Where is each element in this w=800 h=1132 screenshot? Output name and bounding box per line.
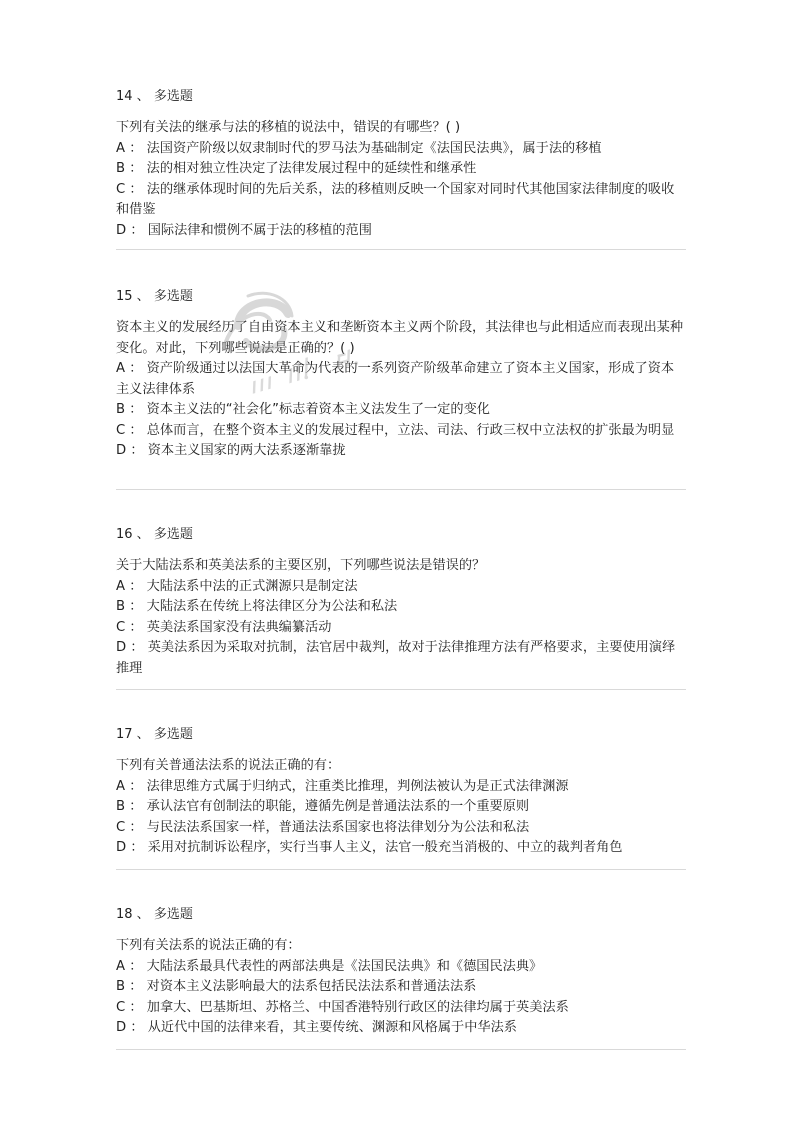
option-d: D ： 资本主义国家的两大法系逐渐靠拢 [116, 443, 346, 458]
question-divider [116, 249, 686, 250]
option-c: C ： 英美法系国家没有法典编纂活动 [116, 619, 332, 635]
question-number: 18 [116, 907, 133, 922]
question-divider [116, 1049, 686, 1050]
option-d: D ： 英美法系因为采取对抗制，法官居中裁判，故对于法律推理方法有严格要求，主要使用演绎推理 [116, 640, 676, 676]
question-stem: 下列有关法的继承与法的移植的说法中，错误的有哪些？( ) [116, 120, 461, 135]
question-type: 多选题 [153, 527, 193, 542]
option-letter: B [116, 402, 126, 417]
option-text: 加拿大、巴基斯坦、苏格兰、中国香港特别行政区的法律均属于英美法系 [146, 999, 569, 1015]
option-c: C ： 加拿大、巴基斯坦、苏格兰、中国香港特别行政区的法律均属于英美法系 [116, 999, 569, 1015]
option-b: B ： 承认法官有创制法的职能，遵循先例是普通法法系的一个重要原则 [116, 799, 530, 814]
option-text: 法律思维方式属于归纳式，注重类比推理，判例法被认为是正式法律渊源 [146, 778, 569, 794]
question-type: 多选题 [153, 89, 193, 104]
option-text: 资产阶级通过以法国大革命为代表的一系列资产阶级革命建立了资本主义国家，形成了资本主义法律体系 [116, 361, 675, 397]
option-text: 与民法法系国家一样，普通法法系国家也将法律划分为公法和私法 [146, 819, 530, 835]
question-stem: 资本主义的发展经历了自由资本主义和垄断资本主义两个阶段，其法律也与此相适应而表现出某种变化。对此，下列哪些说法是正确的？( ) [116, 320, 684, 356]
question-15 [116, 287, 686, 462]
question-stem: 下列有关法系的说法正确的有： [116, 938, 301, 953]
question-stem: 下列有关普通法法系的说法正确的有： [116, 758, 341, 773]
option-letter: A [116, 578, 126, 594]
question-type: 多选题 [153, 727, 193, 742]
option-text: 英美法系国家没有法典编纂活动 [146, 619, 332, 635]
option-letter: B [116, 599, 126, 614]
option-letter: D [116, 640, 127, 655]
question-header: 15 、 多选题 [116, 289, 193, 304]
option-c: C ： 总体而言，在整个资本主义的发展过程中，立法、司法、行政三权中立法权的扩张最为明显 [116, 422, 675, 438]
question-number: 14 [116, 89, 133, 104]
option-d: D ： 采用对抗制诉讼程序，实行当事人主义，法官一般充当消极的、中立的裁判者角色 [116, 840, 623, 855]
option-letter: C [116, 819, 126, 835]
option-text: 对资本主义法影响最大的法系包括民法法系和普通法法系 [146, 979, 477, 994]
option-text: 从近代中国的法律来看，其主要传统、渊源和风格属于中华法系 [147, 1020, 517, 1035]
question-number: 15 [116, 289, 133, 304]
question-type: 多选题 [153, 907, 193, 922]
question-14 [116, 87, 686, 241]
option-letter: D [116, 840, 127, 855]
option-a: A ： 法国资产阶级以奴隶制时代的罗马法为基础制定《法国民法典》，属于法的移植 [116, 140, 602, 156]
option-text: 法的继承体现时间的先后关系，法的移植则反映一个国家对同时代其他国家法律制度的吸收和借鉴 [116, 181, 675, 217]
question-16 [116, 525, 686, 679]
option-letter: A [116, 361, 126, 376]
option-letter: C [116, 619, 126, 635]
question-header: 14 、 多选题 [116, 89, 193, 104]
option-letter: D [116, 443, 127, 458]
question-number: 17 [116, 727, 133, 742]
question-stem: 关于大陆法系和英美法系的主要区别，下列哪些说法是错误的？ [116, 558, 486, 573]
option-text: 采用对抗制诉讼程序，实行当事人主义，法官一般充当消极的、中立的裁判者角色 [147, 840, 623, 855]
option-letter: B [116, 799, 126, 814]
option-text: 大陆法系在传统上将法律区分为公法和私法 [146, 599, 398, 614]
option-letter: C [116, 181, 126, 197]
option-letter: B [116, 979, 126, 994]
option-letter: C [116, 999, 126, 1015]
option-a: A ： 法律思维方式属于归纳式，注重类比推理，判例法被认为是正式法律渊源 [116, 778, 569, 794]
option-text: 法的相对独立性决定了法律发展过程中的延续性和继承性 [146, 161, 477, 176]
question-18 [116, 905, 686, 1039]
option-b: B ： 法的相对独立性决定了法律发展过程中的延续性和继承性 [116, 161, 477, 176]
option-b: B ： 对资本主义法影响最大的法系包括民法法系和普通法法系 [116, 979, 477, 994]
option-letter: D [116, 1020, 127, 1035]
question-header: 18 、 多选题 [116, 907, 193, 922]
option-text: 法国资产阶级以奴隶制时代的罗马法为基础制定《法国民法典》，属于法的移植 [146, 140, 602, 156]
option-d: D ： 国际法律和惯例不属于法的移植的范围 [116, 222, 372, 238]
question-divider [116, 489, 686, 490]
option-text: 承认法官有创制法的职能，遵循先例是普通法法系的一个重要原则 [146, 799, 530, 814]
option-text: 大陆法系最具代表性的两部法典是《法国民法典》和《德国民法典》 [146, 958, 543, 974]
question-header: 17 、 多选题 [116, 727, 193, 742]
question-17 [116, 725, 686, 859]
option-c: C ： 法的继承体现时间的先后关系，法的移植则反映一个国家对同时代其他国家法律制度的吸收和借鉴 [116, 181, 675, 217]
option-b: B ： 大陆法系在传统上将法律区分为公法和私法 [116, 599, 398, 614]
option-text: 大陆法系中法的正式渊源只是制定法 [146, 578, 358, 594]
option-letter: A [116, 140, 126, 156]
option-b: B ： 资本主义法的“社会化”标志着资本主义法发生了一定的变化 [116, 402, 490, 417]
option-c: C ： 与民法法系国家一样，普通法法系国家也将法律划分为公法和私法 [116, 819, 530, 835]
option-a: A ： 大陆法系最具代表性的两部法典是《法国民法典》和《德国民法典》 [116, 958, 543, 974]
option-text: 资本主义法的“社会化”标志着资本主义法发生了一定的变化 [146, 402, 490, 417]
question-divider [116, 869, 686, 870]
option-letter: D [116, 222, 127, 238]
option-text: 资本主义国家的两大法系逐渐靠拢 [147, 443, 346, 458]
option-text: 国际法律和惯例不属于法的移植的范围 [147, 222, 372, 238]
option-a: A ： 资产阶级通过以法国大革命为代表的一系列资产阶级革命建立了资本主义国家，形成了资本主义法律体系 [116, 361, 675, 397]
option-text: 总体而言，在整个资本主义的发展过程中，立法、司法、行政三权中立法权的扩张最为明显 [146, 422, 675, 438]
option-letter: A [116, 958, 126, 974]
question-header: 16 、 多选题 [116, 527, 193, 542]
question-number: 16 [116, 527, 133, 542]
question-divider [116, 689, 686, 690]
option-letter: A [116, 778, 126, 794]
option-d: D ： 从近代中国的法律来看，其主要传统、渊源和风格属于中华法系 [116, 1020, 517, 1035]
option-letter: C [116, 422, 126, 438]
option-letter: B [116, 161, 126, 176]
option-a: A ： 大陆法系中法的正式渊源只是制定法 [116, 578, 358, 594]
question-type: 多选题 [153, 289, 193, 304]
option-text: 英美法系因为采取对抗制，法官居中裁判，故对于法律推理方法有严格要求，主要使用演绎推理 [116, 640, 676, 676]
